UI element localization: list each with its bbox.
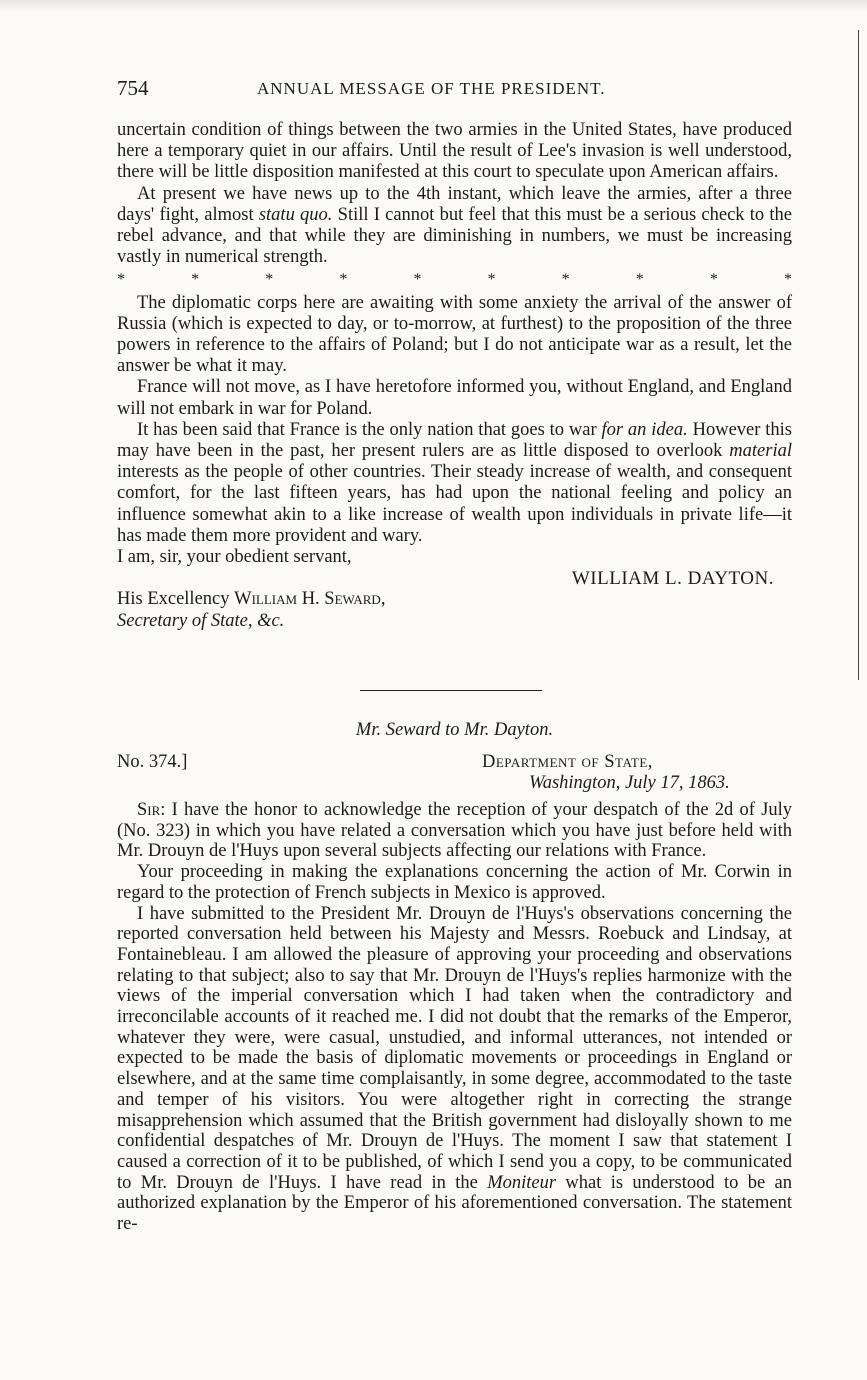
paragraph: It has been said that France is the only nation that goes to war for an idea. However this may have been in the past, her present rulers are as little disposed to overlook material interests as the people of other countries. Their steady increase of wealth, and consequent comfort, for the last fifteen years, has had upon the national feeling and policy an influence somewhat akin to a like increase of wealth upon individuals in private life—it has made them more provident and wary. — [117, 419, 792, 546]
page-binding-edge — [858, 30, 859, 680]
paragraph: Sir: I have the honor to acknowledge the reception of your despatch of the 2d of July (No. 323) in which you have related a conversation which you have just before held with Mr. Drouyn de l'Huys upon several subjects affecting our relations with France. — [117, 800, 792, 862]
page-top-edge — [0, 0, 867, 12]
paragraph: France will not move, as I have heretofore informed you, without England, and England will not embark in war for Poland. — [117, 377, 792, 419]
letter-title: Mr. Seward to Mr. Dayton. — [355, 720, 554, 740]
place-date: Washington, July 17, 1863. — [529, 773, 730, 793]
section-break-asterisks: * * * * * * * * * * — [117, 271, 792, 289]
running-title: ANNUAL MESSAGE OF THE PRESIDENT. — [257, 79, 606, 98]
section-divider — [360, 690, 542, 691]
paragraph: The diplomatic corps here are awaiting with some anxiety the arrival of the answer of Russia (which is expected to day, or to-morrow, at furthest) to the proposition of the three powers in reference to the affairs of Poland; but I do not anticipate war as a result, let the answer be what it may. — [117, 292, 792, 377]
addressee-title: Secretary of State, &c. — [117, 610, 285, 631]
complimentary-close: I am, sir, your obedient servant, — [117, 547, 352, 568]
department: Department of State, — [482, 752, 653, 772]
letter-dayton-body — [117, 120, 792, 632]
despatch-number: No. 374.] — [117, 752, 188, 772]
paragraph: At present we have news up to the 4th instant, which leave the armies, after a three days' fight, almost statu quo. Still I cannot but feel that this must be a serious check to the rebel advance, and that while they are diminishing in numbers, we must be increasing vastly in numerical strength. — [117, 183, 793, 268]
addressee: His Excellency William H. Seward, — [117, 589, 386, 610]
salutation: Sir: — [137, 800, 166, 820]
page-header — [117, 76, 792, 102]
paragraph: Your proceeding in making the explanations concerning the action of Mr. Corwin in regard to the protection of French subjects in Mexico is approved. — [117, 862, 792, 903]
signature: WILLIAM L. DAYTON. — [571, 568, 774, 590]
paragraph: I have submitted to the President Mr. Drouyn de l'Huys's observations concerning the reported conversation held between his Majesty and Messrs. Roebuck and Lindsay, at Fontainebleau. I am allowed the pleasure of approving your proceeding and observations relating to that subject; also to say that Mr. Drouyn de l'Huys's replies harmonize with the views of the imperial conversation which I had taken when the contradictory and irreconcilable accounts of it reached me. I did not doubt that the remarks of the Emperor, whatever they were, were casual, unstudied, and informal utterances, not intended or expected to be made the basis of diplomatic movements or proceedings in England or elsewhere, and at the same time complaisantly, in some degree, accommodated to the taste and temper of his visitors. You were altogether right in correcting the strange misapprehension which assumed that the British government had disloyally shown to me confidential despatches of Mr. Drouyn de l'Huys. The moment I saw that statement I caused a correction of it to be published, of which I send you a copy, to be communicated to Mr. Drouyn de l'Huys. I have read in the Moniteur what is understood to be an authorized explanation by the Emperor of his aforementioned conversation. The statement re- — [117, 903, 792, 1235]
page-number: 754 — [117, 76, 149, 100]
letter-seward-body — [117, 800, 792, 1235]
paragraph: uncertain condition of things between the two armies in the United States, have produced here a temporary quiet in our affairs. Until the result of Lee's invasion is well understood, there will be little disposition manifested at this court to speculate upon American affairs. — [117, 120, 792, 183]
